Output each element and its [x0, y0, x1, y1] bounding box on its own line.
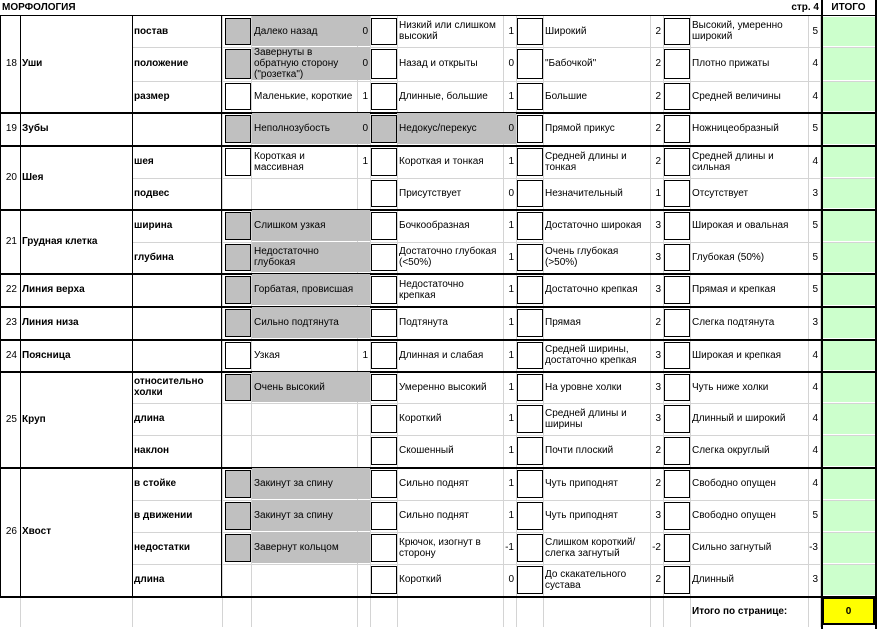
- option-checkbox[interactable]: [517, 405, 543, 433]
- option-label: Низкий или слишком высокий: [399, 20, 496, 42]
- section-number: 24: [5, 349, 17, 361]
- sub-criterion: постав: [134, 25, 169, 37]
- option-checkbox[interactable]: [371, 342, 397, 369]
- row-total-cell[interactable]: [822, 436, 875, 466]
- option-checkbox[interactable]: [664, 276, 690, 304]
- option-checkbox[interactable]: [664, 374, 690, 401]
- section-name: Поясница: [22, 349, 71, 361]
- option-label: Маленькие, короткие: [254, 90, 353, 102]
- option-label: Широкий: [545, 25, 587, 37]
- option-label: Длинный и широкий: [692, 413, 786, 424]
- section-number: 21: [5, 235, 17, 247]
- option-checkbox[interactable]: [371, 470, 397, 498]
- option-score: 1: [508, 220, 514, 231]
- section-name: Линия верха: [22, 284, 85, 295]
- left-border: [0, 15, 1, 597]
- option-score: 3: [812, 187, 818, 199]
- option-checkbox[interactable]: [225, 212, 251, 240]
- option-label: Назад и открыты: [399, 58, 478, 69]
- row-total-cell[interactable]: [822, 48, 875, 80]
- total-col-left-border: [821, 0, 823, 629]
- option-score: 3: [812, 574, 818, 585]
- option-checkbox[interactable]: [517, 148, 543, 176]
- option-checkbox[interactable]: [517, 276, 543, 304]
- sub-criterion: недостатки: [134, 542, 190, 553]
- row-total-cell[interactable]: [822, 211, 875, 241]
- option-score: 1: [362, 349, 368, 361]
- option-score: 5: [812, 284, 818, 295]
- option-checkbox[interactable]: [225, 244, 251, 271]
- section-name: Круп: [22, 413, 46, 425]
- option-label: Крючок, изогнут в сторону: [399, 536, 481, 559]
- row-total-cell[interactable]: [822, 469, 875, 499]
- sub-criterion: положение: [134, 58, 189, 69]
- option-checkbox[interactable]: [371, 276, 397, 304]
- option-checkbox[interactable]: [371, 374, 397, 401]
- option-label: На уровне холки: [545, 381, 622, 393]
- option-score: [357, 274, 370, 305]
- option-checkbox[interactable]: [371, 502, 397, 530]
- option-score: 0: [508, 58, 514, 69]
- name-col-line: [132, 15, 133, 597]
- option-score: 3: [655, 284, 661, 295]
- option-score: 1: [508, 90, 514, 102]
- option-score: [357, 210, 370, 241]
- sub-criterion: в движении: [134, 510, 193, 521]
- option-score: [357, 468, 370, 499]
- option-score: 2: [655, 123, 661, 134]
- option-score: 2: [655, 445, 661, 456]
- option-checkbox[interactable]: [664, 148, 690, 176]
- option-checkbox[interactable]: [371, 180, 397, 207]
- option-score: 5: [812, 25, 818, 37]
- option-label: Завернут кольцом: [252, 532, 357, 563]
- row-total-cell[interactable]: [822, 243, 875, 272]
- option-score: [357, 242, 370, 272]
- option-score: 4: [812, 58, 818, 69]
- row-total-cell[interactable]: [822, 533, 875, 563]
- sub-criterion: ширина: [134, 220, 173, 231]
- option-label: Сильно поднят: [399, 510, 469, 521]
- option-score: 0: [357, 47, 370, 80]
- option-checkbox[interactable]: [371, 115, 397, 143]
- option-checkbox[interactable]: [225, 49, 251, 79]
- option-checkbox[interactable]: [225, 276, 251, 304]
- section-number: 20: [5, 171, 17, 183]
- option-label: Широкая и крепкая: [692, 349, 782, 361]
- option-checkbox[interactable]: [517, 437, 543, 465]
- option-score: 5: [812, 510, 818, 521]
- option-score: [357, 532, 370, 563]
- option-checkbox[interactable]: [664, 115, 690, 143]
- option-score: 1: [508, 25, 514, 37]
- option-checkbox[interactable]: [371, 309, 397, 337]
- option-checkbox[interactable]: [225, 374, 251, 401]
- option-label: Средней длины и ширины: [545, 407, 627, 430]
- sub-criterion: размер: [134, 90, 170, 102]
- option-label: Очень глубокая (>50%): [545, 246, 619, 268]
- option-label: Недостаточно глубокая: [252, 242, 357, 272]
- option-label: Слегка округлый: [692, 445, 770, 456]
- option-label: Глубокая (50%): [692, 251, 765, 263]
- option-label: Длинный: [692, 574, 735, 585]
- option-score: 1: [508, 413, 514, 424]
- option-label: Достаточно широкая: [545, 220, 642, 231]
- option-score: 5: [812, 123, 818, 134]
- option-checkbox[interactable]: [664, 49, 690, 79]
- option-label: Сильно поднят: [399, 478, 469, 489]
- row-total-cell[interactable]: [822, 179, 875, 208]
- option-label: Слегка подтянута: [692, 317, 775, 328]
- section-number: 25: [5, 413, 17, 425]
- option-label: Достаточно глубокая (<50%): [399, 246, 497, 268]
- option-label: Короткая и массивная: [254, 150, 305, 173]
- option-score: 1: [655, 187, 661, 199]
- option-checkbox[interactable]: [517, 566, 543, 594]
- option-label: Средней ширины, достаточно крепкая: [545, 344, 637, 366]
- row-total-cell[interactable]: [822, 147, 875, 177]
- option-checkbox[interactable]: [371, 437, 397, 465]
- option-checkbox[interactable]: [225, 18, 251, 45]
- option-label: Закинут за спину: [252, 468, 357, 499]
- option-label: Присутствует: [399, 187, 462, 199]
- option-score: 1: [508, 284, 514, 295]
- option-score: -3: [809, 542, 818, 553]
- option-checkbox[interactable]: [225, 342, 251, 369]
- option-score: 2: [655, 25, 661, 37]
- sub-criterion: в стойке: [134, 478, 177, 489]
- row-total-cell[interactable]: [822, 82, 875, 111]
- sub-criterion: подвес: [134, 187, 170, 199]
- option-score: 2: [655, 317, 661, 328]
- sub-criterion: шея: [134, 156, 154, 167]
- option-checkbox[interactable]: [517, 309, 543, 337]
- option-checkbox[interactable]: [225, 309, 251, 337]
- option-checkbox[interactable]: [371, 566, 397, 594]
- option-label: Незначительный: [545, 187, 623, 199]
- section-number: 23: [5, 317, 17, 328]
- row-total-cell[interactable]: [822, 308, 875, 338]
- option-score: 3: [655, 220, 661, 231]
- sheet-title: МОРФОЛОГИЯ: [2, 2, 76, 13]
- row-total-cell[interactable]: [822, 404, 875, 434]
- option-checkbox[interactable]: [664, 566, 690, 594]
- option-checkbox[interactable]: [371, 405, 397, 433]
- option-score: 4: [812, 445, 818, 456]
- row-total-cell[interactable]: [822, 275, 875, 305]
- page-number: стр. 4: [791, 2, 819, 13]
- option-score: 1: [508, 251, 514, 263]
- option-score: 0: [503, 113, 516, 144]
- sub-col-line: [221, 15, 222, 597]
- option-score: 4: [812, 413, 818, 424]
- option-label: Прямой прикус: [545, 123, 615, 134]
- option-checkbox[interactable]: [371, 212, 397, 240]
- option-label: Средней длины и тонкая: [545, 150, 627, 173]
- option-score: 0: [357, 16, 370, 46]
- sub-criterion: длина: [134, 574, 165, 585]
- option-score: -2: [652, 542, 661, 553]
- option-checkbox[interactable]: [371, 83, 397, 110]
- option-score: 3: [812, 317, 818, 328]
- option-label: Средней длины и сильная: [692, 150, 774, 173]
- option-label: Короткая и тонкая: [399, 156, 484, 167]
- option-label: Чуть приподнят: [545, 510, 618, 521]
- option-checkbox[interactable]: [517, 244, 543, 271]
- option-label: Высокий, умеренно широкий: [692, 20, 783, 42]
- option-checkbox[interactable]: [664, 212, 690, 240]
- option-checkbox[interactable]: [225, 534, 251, 562]
- section-name: Шея: [22, 171, 44, 183]
- section-number: 26: [5, 526, 17, 537]
- option-checkbox[interactable]: [517, 83, 543, 110]
- option-checkbox[interactable]: [371, 534, 397, 562]
- option-score: 2: [655, 90, 661, 102]
- option-checkbox[interactable]: [517, 534, 543, 562]
- option-checkbox[interactable]: [371, 148, 397, 176]
- option-label: Слишком узкая: [252, 210, 357, 241]
- option-label: Слишком короткий/ слегка загнутый: [545, 536, 636, 559]
- section-number: 22: [5, 284, 17, 295]
- option-score: [357, 500, 370, 531]
- option-checkbox[interactable]: [517, 180, 543, 207]
- option-score: 4: [812, 349, 818, 361]
- option-checkbox[interactable]: [225, 115, 251, 143]
- option-label: Умеренно высокий: [399, 381, 487, 393]
- option-label: Свободно опущен: [692, 478, 776, 489]
- option-score: 2: [655, 478, 661, 489]
- option-label: Неполнозубость: [252, 113, 357, 144]
- option-score: 1: [508, 478, 514, 489]
- option-checkbox[interactable]: [664, 244, 690, 271]
- option-label: Подтянута: [399, 317, 448, 328]
- option-score: 0: [508, 187, 514, 199]
- option-label: Узкая: [254, 349, 280, 361]
- option-label: До скакательного сустава: [545, 568, 627, 591]
- option-score: 3: [655, 349, 661, 361]
- option-label: Плотно прижаты: [692, 58, 770, 69]
- section-name: Линия низа: [22, 317, 79, 328]
- option-label: Чуть ниже холки: [692, 381, 769, 393]
- option-label: Скошенный: [399, 445, 454, 456]
- row-total-cell[interactable]: [822, 114, 875, 144]
- option-score: 3: [655, 413, 661, 424]
- option-label: Средней величины: [692, 90, 781, 102]
- option-score: 1: [508, 445, 514, 456]
- option-label: Недостаточно крепкая: [399, 278, 464, 301]
- option-score: 1: [508, 510, 514, 521]
- option-checkbox[interactable]: [664, 437, 690, 465]
- option-label: Бочкообразная: [399, 220, 470, 231]
- option-checkbox[interactable]: [664, 470, 690, 498]
- option-score: [357, 307, 370, 338]
- option-checkbox[interactable]: [664, 83, 690, 110]
- option-checkbox[interactable]: [371, 49, 397, 79]
- option-checkbox[interactable]: [225, 502, 251, 530]
- option-score: 1: [508, 317, 514, 328]
- option-label: Завернуты в обратную сторону ("розетка"): [252, 47, 357, 80]
- option-label: "Бабочкой": [545, 58, 597, 69]
- option-checkbox[interactable]: [517, 49, 543, 79]
- sub-criterion: длина: [134, 413, 165, 424]
- option-label: Отсутствует: [692, 187, 749, 199]
- section-name: Грудная клетка: [22, 235, 98, 247]
- option-label: Широкая и овальная: [692, 220, 789, 231]
- option-label: Горбатая, провисшая: [252, 274, 357, 305]
- option-checkbox[interactable]: [664, 180, 690, 207]
- option-checkbox[interactable]: [225, 83, 251, 110]
- option-label: Далеко назад: [252, 16, 357, 46]
- option-checkbox[interactable]: [517, 342, 543, 369]
- option-score: 1: [508, 156, 514, 167]
- section-name: Уши: [22, 58, 43, 69]
- section-number: 18: [5, 58, 17, 69]
- grid-line: [222, 15, 223, 627]
- option-label: Короткий: [399, 413, 442, 424]
- option-checkbox[interactable]: [371, 18, 397, 45]
- option-score: 3: [655, 251, 661, 263]
- option-label: Прямая: [545, 317, 581, 328]
- section-number: 19: [5, 123, 17, 134]
- row-total-cell[interactable]: [822, 341, 875, 370]
- option-score: 1: [508, 381, 514, 393]
- option-score: [357, 372, 370, 402]
- option-label: Сильно загнутый: [692, 542, 772, 553]
- option-label: Очень высокий: [252, 372, 357, 402]
- option-score: 4: [812, 90, 818, 102]
- option-score: 1: [508, 349, 514, 361]
- option-score: 4: [812, 478, 818, 489]
- section-name: Зубы: [22, 123, 49, 134]
- option-checkbox[interactable]: [664, 502, 690, 530]
- option-label: Сильно подтянута: [252, 307, 357, 338]
- option-checkbox[interactable]: [664, 405, 690, 433]
- row-total-cell[interactable]: [822, 17, 875, 46]
- option-checkbox[interactable]: [517, 115, 543, 143]
- option-label: Почти плоский: [545, 445, 614, 456]
- option-label: Короткий: [399, 574, 442, 585]
- option-checkbox[interactable]: [664, 309, 690, 337]
- option-score: 5: [812, 251, 818, 263]
- option-label: Длинные, большие: [399, 90, 488, 102]
- option-checkbox[interactable]: [664, 342, 690, 369]
- option-score: 1: [362, 156, 368, 167]
- option-checkbox[interactable]: [371, 244, 397, 271]
- option-checkbox[interactable]: [225, 148, 251, 176]
- option-score: 0: [357, 113, 370, 144]
- option-checkbox[interactable]: [517, 470, 543, 498]
- option-checkbox[interactable]: [517, 374, 543, 401]
- num-col-line: [20, 15, 21, 597]
- option-score: 2: [655, 58, 661, 69]
- option-score: 4: [812, 156, 818, 167]
- option-label: Большие: [545, 90, 588, 102]
- option-score: 0: [508, 574, 514, 585]
- option-checkbox[interactable]: [664, 18, 690, 45]
- option-score: 2: [655, 156, 661, 167]
- option-checkbox[interactable]: [225, 470, 251, 498]
- option-checkbox[interactable]: [517, 212, 543, 240]
- row-total-cell[interactable]: [822, 501, 875, 531]
- option-score: 5: [812, 220, 818, 231]
- page-total-value: 0: [822, 597, 875, 625]
- option-score: 1: [362, 90, 368, 102]
- page-total-label: Итого по странице:: [692, 605, 788, 617]
- option-label: Закинут за спину: [252, 500, 357, 531]
- option-label: Ножницеобразный: [692, 123, 779, 134]
- total-column-header: ИТОГО: [831, 2, 866, 13]
- option-label: Прямая и крепкая: [692, 284, 776, 295]
- section-name: Хвост: [22, 526, 52, 537]
- option-label: Достаточно крепкая: [545, 284, 638, 295]
- sub-criterion: наклон: [134, 445, 170, 456]
- option-label: Недокус/перекус: [397, 113, 503, 144]
- option-score: 2: [655, 574, 661, 585]
- sub-criterion: глубина: [134, 251, 174, 263]
- option-label: Свободно опущен: [692, 510, 776, 521]
- option-checkbox[interactable]: [517, 18, 543, 45]
- option-checkbox[interactable]: [517, 502, 543, 530]
- row-total-cell[interactable]: [822, 373, 875, 402]
- option-score: 3: [655, 381, 661, 393]
- row-total-cell[interactable]: [822, 565, 875, 595]
- sub-criterion: относительно холки: [134, 376, 204, 398]
- option-label: Длинная и слабая: [399, 349, 484, 361]
- option-label: Чуть приподнят: [545, 478, 618, 489]
- option-score: 3: [655, 510, 661, 521]
- option-score: -1: [505, 542, 514, 553]
- option-score: 4: [812, 381, 818, 393]
- option-checkbox[interactable]: [664, 534, 690, 562]
